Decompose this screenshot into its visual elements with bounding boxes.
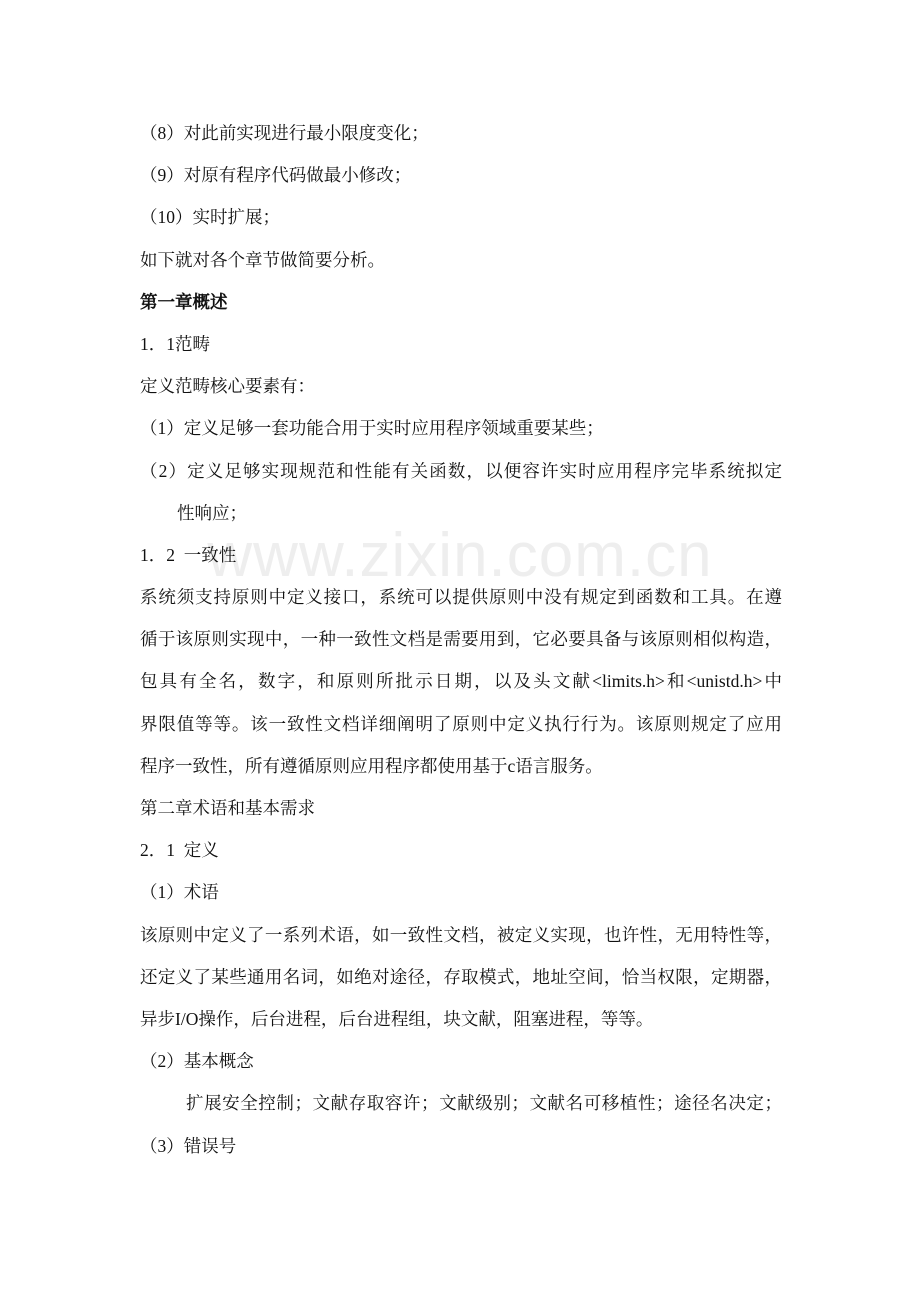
- watermark: www.zixin.com.cn: [207, 521, 713, 590]
- paragraph-line: 包具有全名，数字，和原则所批示日期，以及头文献<limits.h>和<unistd.h>中: [140, 671, 782, 692]
- section-2-1-heading: 2．1 定义: [140, 840, 219, 861]
- paragraph-line: 界限值等等。该一致性文档详细阐明了原则中定义执行行为。该原则规定了应用: [140, 713, 782, 734]
- section-1-2-heading: 1．2 一致性: [140, 544, 237, 565]
- chapter-1-title: 第一章概述: [140, 291, 228, 312]
- chapter-2-title: 第二章术语和基本需求: [140, 798, 315, 818]
- paragraph-line: 循于该原则实现中，一种一致性文档是需要用到，它必要具备与该原则相似构造，: [140, 629, 782, 650]
- paragraph-line: 该原则中定义了一系列术语，如一致性文档，被定义实现，也许性，无用特性等，: [140, 924, 782, 945]
- paragraph-line: 程序一致性，所有遵循原则应用程序都使用基于c语言服务。: [140, 755, 603, 776]
- section-1-1-item-2-line-1: （2）定义足够实现规范和性能有关函数，以便容许实时应用程序完毕系统拟定: [140, 460, 782, 481]
- list-item-9: （9）对原有程序代码做最小修改；: [140, 165, 412, 186]
- errno-heading: （3）错误号: [140, 1135, 237, 1156]
- list-item-8: （8）对此前实现进行最小限度变化；: [140, 123, 429, 143]
- terms-heading: （1）术语: [140, 882, 219, 903]
- paragraph-line: 还定义了某些通用名词，如绝对途径，存取模式，地址空间，恰当权限，定期器，: [140, 966, 782, 987]
- paragraph-line: 系统须支持原则中定义接口，系统可以提供原则中没有规定到函数和工具。在遵: [140, 587, 782, 608]
- section-1-1-heading: 1．1范畴: [140, 333, 210, 354]
- intro-sentence: 如下就对各个章节做简要分析。: [140, 249, 385, 270]
- document-body: [140, 112, 790, 1167]
- section-1-1-lead: 定义范畴核心要素有：: [140, 376, 315, 397]
- section-1-1-item-1: （1）定义足够一套功能合用于实时应用程序领域重要某些；: [140, 418, 604, 439]
- paragraph-line: 异步I/O操作，后台进程，后台进程组，块文献，阻塞进程，等等。: [140, 1008, 654, 1029]
- section-1-1-item-2-line-2: 性响应；: [177, 502, 247, 523]
- list-item-10: （10）实时扩展；: [140, 207, 280, 228]
- concepts-text: 扩展安全控制；文献存取容许；文献级别；文献名可移植性；途径名决定；: [186, 1093, 782, 1114]
- concepts-heading: （2）基本概念: [140, 1051, 254, 1072]
